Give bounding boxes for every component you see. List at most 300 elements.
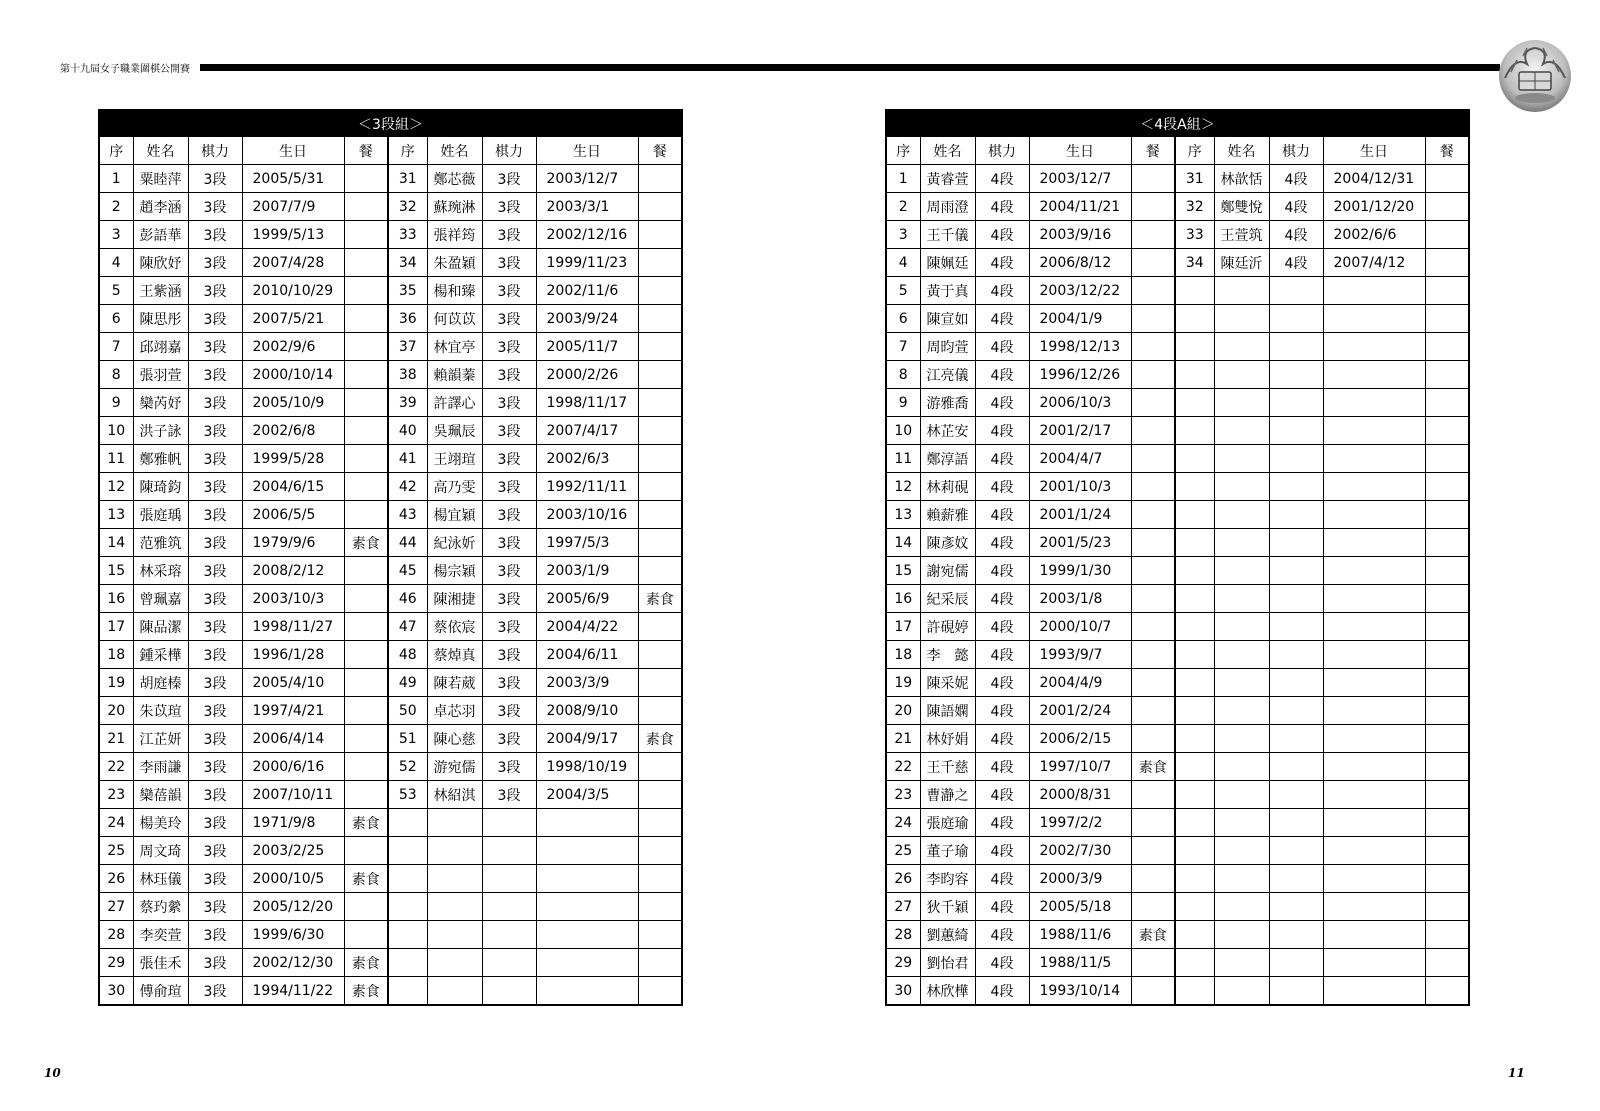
- cell-meal: [638, 445, 682, 473]
- cell-bday: 2004/4/22: [536, 613, 638, 641]
- cell-meal: [638, 669, 682, 697]
- cell-meal: [638, 641, 682, 669]
- cell-name: 陳采妮: [920, 669, 975, 697]
- cell-name: [1214, 753, 1269, 781]
- cell-rank: [482, 921, 536, 949]
- cell-seq: 19: [99, 669, 133, 697]
- cell-meal: [1131, 361, 1175, 389]
- cell-seq: 15: [99, 557, 133, 585]
- cell-rank: [1269, 865, 1323, 893]
- cell-bday: 2006/4/14: [242, 725, 344, 753]
- cell-name: 李雨謙: [133, 753, 188, 781]
- cell-bday: 2000/8/31: [1029, 781, 1131, 809]
- column-header-seq: 序: [1175, 137, 1214, 165]
- cell-seq: 5: [99, 277, 133, 305]
- cell-bday: [536, 809, 638, 837]
- cell-seq: 34: [1175, 249, 1214, 277]
- cell-seq: [1175, 697, 1214, 725]
- cell-seq: 14: [99, 529, 133, 557]
- column-header-meal: 餐: [1131, 137, 1175, 165]
- cell-meal: [1425, 977, 1469, 1006]
- cell-rank: 4段: [975, 753, 1029, 781]
- cell-name: 陳心慈: [427, 725, 482, 753]
- cell-rank: [1269, 473, 1323, 501]
- cell-seq: 7: [99, 333, 133, 361]
- cell-meal: [344, 613, 388, 641]
- cell-rank: 3段: [482, 781, 536, 809]
- cell-rank: 3段: [188, 473, 242, 501]
- cell-name: 張羽萱: [133, 361, 188, 389]
- cell-meal: [638, 893, 682, 921]
- table-row: [99, 501, 682, 529]
- cell-seq: 53: [388, 781, 427, 809]
- cell-bday: 1971/9/8: [242, 809, 344, 837]
- cell-name: 林芷安: [920, 417, 975, 445]
- cell-meal: [638, 921, 682, 949]
- cell-name: 鄭雅帆: [133, 445, 188, 473]
- cell-meal: [344, 417, 388, 445]
- cell-rank: 4段: [975, 893, 1029, 921]
- cell-bday: 2004/3/5: [536, 781, 638, 809]
- cell-rank: [482, 837, 536, 865]
- cell-bday: 2000/10/7: [1029, 613, 1131, 641]
- cell-rank: 3段: [188, 697, 242, 725]
- page-number-right: 11: [1508, 1066, 1525, 1080]
- cell-bday: 2003/12/22: [1029, 277, 1131, 305]
- cell-meal: [344, 333, 388, 361]
- table-row: [886, 389, 1469, 417]
- cell-rank: 3段: [482, 501, 536, 529]
- cell-bday: 1998/10/19: [536, 753, 638, 781]
- cell-name: 許譯心: [427, 389, 482, 417]
- cell-bday: [1323, 613, 1425, 641]
- cell-seq: [1175, 361, 1214, 389]
- cell-rank: [1269, 417, 1323, 445]
- column-header-rank: 棋力: [1269, 137, 1323, 165]
- cell-rank: 3段: [482, 669, 536, 697]
- cell-bday: 2003/10/16: [536, 501, 638, 529]
- header-rule: [200, 64, 1500, 71]
- cell-rank: [1269, 781, 1323, 809]
- cell-meal: [638, 221, 682, 249]
- cell-bday: 2007/5/21: [242, 305, 344, 333]
- cell-meal: [638, 277, 682, 305]
- cell-bday: 2000/3/9: [1029, 865, 1131, 893]
- cell-rank: 4段: [975, 361, 1029, 389]
- cell-meal: [1425, 557, 1469, 585]
- cell-name: 周文琦: [133, 837, 188, 865]
- cell-meal: [638, 949, 682, 977]
- cell-meal: [638, 389, 682, 417]
- cell-rank: 4段: [975, 445, 1029, 473]
- cell-seq: 13: [99, 501, 133, 529]
- table-row: [99, 221, 682, 249]
- cell-seq: 31: [388, 165, 427, 193]
- cell-seq: 4: [99, 249, 133, 277]
- cell-bday: 2007/4/17: [536, 417, 638, 445]
- cell-name: 謝宛儒: [920, 557, 975, 585]
- cell-rank: [1269, 753, 1323, 781]
- cell-seq: 8: [886, 361, 920, 389]
- cell-name: [1214, 613, 1269, 641]
- cell-meal: [638, 501, 682, 529]
- cell-seq: 29: [99, 949, 133, 977]
- cell-meal: [638, 557, 682, 585]
- cell-bday: 2004/1/9: [1029, 305, 1131, 333]
- cell-seq: 37: [388, 333, 427, 361]
- cell-name: [1214, 389, 1269, 417]
- cell-meal: [1131, 697, 1175, 725]
- cell-rank: 3段: [188, 613, 242, 641]
- table-row: [99, 305, 682, 333]
- column-header-meal: 餐: [344, 137, 388, 165]
- cell-name: 紀泳妡: [427, 529, 482, 557]
- cell-seq: 11: [99, 445, 133, 473]
- cell-meal: [1131, 417, 1175, 445]
- cell-rank: 4段: [975, 165, 1029, 193]
- cell-rank: 3段: [482, 249, 536, 277]
- cell-meal: [344, 389, 388, 417]
- cell-name: 劉蕙綺: [920, 921, 975, 949]
- cell-meal: [638, 613, 682, 641]
- cell-name: [1214, 921, 1269, 949]
- cell-name: 李 懿: [920, 641, 975, 669]
- cell-meal: [1131, 249, 1175, 277]
- cell-rank: 3段: [482, 753, 536, 781]
- cell-bday: 2003/1/9: [536, 557, 638, 585]
- cell-bday: 2007/4/12: [1323, 249, 1425, 277]
- cell-rank: 3段: [482, 641, 536, 669]
- cell-name: 賴薪雅: [920, 501, 975, 529]
- cell-rank: 4段: [975, 277, 1029, 305]
- cell-bday: 2001/1/24: [1029, 501, 1131, 529]
- table-row: [99, 837, 682, 865]
- table-row: [99, 893, 682, 921]
- cell-bday: 2005/11/7: [536, 333, 638, 361]
- cell-name: 陳思彤: [133, 305, 188, 333]
- cell-bday: 1998/11/17: [536, 389, 638, 417]
- cell-meal: [1425, 865, 1469, 893]
- cell-name: 陳若葳: [427, 669, 482, 697]
- cell-rank: 3段: [482, 557, 536, 585]
- cell-meal: [638, 193, 682, 221]
- cell-name: 欒蓓韻: [133, 781, 188, 809]
- cell-rank: [1269, 641, 1323, 669]
- cell-bday: [1323, 361, 1425, 389]
- cell-bday: [1323, 333, 1425, 361]
- cell-name: 張祥筠: [427, 221, 482, 249]
- cell-name: 卓芯羽: [427, 697, 482, 725]
- table-row: [99, 585, 682, 613]
- cell-rank: 3段: [482, 725, 536, 753]
- cell-rank: [1269, 725, 1323, 753]
- column-header-bday: 生日: [1323, 137, 1425, 165]
- cell-meal: [344, 753, 388, 781]
- table-row: [99, 921, 682, 949]
- cell-meal: [1131, 445, 1175, 473]
- cell-bday: [1323, 557, 1425, 585]
- cell-name: 紀采辰: [920, 585, 975, 613]
- cell-meal: [1131, 501, 1175, 529]
- cell-name: 李奕萱: [133, 921, 188, 949]
- table-row: [99, 781, 682, 809]
- cell-seq: [1175, 305, 1214, 333]
- cell-meal: [344, 781, 388, 809]
- cell-meal: [1131, 193, 1175, 221]
- cell-rank: [1269, 585, 1323, 613]
- table-row: [886, 753, 1469, 781]
- cell-name: 傅俞瑄: [133, 977, 188, 1006]
- cell-seq: 26: [99, 865, 133, 893]
- cell-name: [1214, 277, 1269, 305]
- table-row: [886, 417, 1469, 445]
- column-header-seq: 序: [388, 137, 427, 165]
- cell-meal: [344, 921, 388, 949]
- cell-meal: [1425, 305, 1469, 333]
- cell-bday: [1323, 445, 1425, 473]
- cell-bday: 2002/12/30: [242, 949, 344, 977]
- cell-name: 楊宗穎: [427, 557, 482, 585]
- cell-rank: [482, 809, 536, 837]
- cell-name: 林珏儀: [133, 865, 188, 893]
- header-title: 第十九屆女子職業圍棋公開賽: [60, 64, 190, 75]
- cell-bday: 2002/12/16: [536, 221, 638, 249]
- cell-bday: 1999/5/13: [242, 221, 344, 249]
- cell-name: 游宛儒: [427, 753, 482, 781]
- table-row: [99, 361, 682, 389]
- cell-meal: [1131, 669, 1175, 697]
- cell-name: 曹瀞之: [920, 781, 975, 809]
- cell-meal: [1131, 333, 1175, 361]
- cell-bday: 2005/5/31: [242, 165, 344, 193]
- cell-bday: 2010/10/29: [242, 277, 344, 305]
- cell-seq: [388, 949, 427, 977]
- cell-rank: 3段: [188, 529, 242, 557]
- cell-name: 陳姵廷: [920, 249, 975, 277]
- page-number-left: 10: [44, 1066, 61, 1080]
- cell-seq: 10: [886, 417, 920, 445]
- cell-bday: 1998/12/13: [1029, 333, 1131, 361]
- table-row: [99, 249, 682, 277]
- cell-rank: [1269, 389, 1323, 417]
- cell-name: 楊宜穎: [427, 501, 482, 529]
- cell-bday: 2002/6/8: [242, 417, 344, 445]
- cell-seq: 20: [99, 697, 133, 725]
- group-title: ＜4段A組＞: [886, 110, 1469, 137]
- cell-meal: [638, 977, 682, 1006]
- table-row: [886, 725, 1469, 753]
- cell-seq: 6: [886, 305, 920, 333]
- cell-seq: [1175, 529, 1214, 557]
- cell-meal: 素食: [344, 949, 388, 977]
- cell-rank: 4段: [975, 641, 1029, 669]
- cell-rank: 3段: [188, 585, 242, 613]
- cell-name: [1214, 809, 1269, 837]
- cell-rank: 3段: [188, 641, 242, 669]
- cell-bday: 2008/9/10: [536, 697, 638, 725]
- cell-seq: 12: [99, 473, 133, 501]
- cell-name: 鄭雙悅: [1214, 193, 1269, 221]
- cell-name: 王千儀: [920, 221, 975, 249]
- cell-seq: [388, 921, 427, 949]
- cell-bday: 2008/2/12: [242, 557, 344, 585]
- cell-meal: [1425, 837, 1469, 865]
- cell-bday: 2004/4/7: [1029, 445, 1131, 473]
- cell-name: [427, 977, 482, 1006]
- cell-meal: [344, 669, 388, 697]
- cell-rank: 3段: [482, 333, 536, 361]
- cell-seq: 19: [886, 669, 920, 697]
- cell-name: 江芷妍: [133, 725, 188, 753]
- cell-bday: 1996/12/26: [1029, 361, 1131, 389]
- cell-meal: [1425, 445, 1469, 473]
- cell-name: 王萱筑: [1214, 221, 1269, 249]
- cell-rank: [1269, 501, 1323, 529]
- cell-meal: [1425, 165, 1469, 193]
- table-row: [886, 221, 1469, 249]
- cell-meal: [1425, 417, 1469, 445]
- cell-seq: [1175, 893, 1214, 921]
- table-row: [886, 473, 1469, 501]
- cell-bday: [1323, 277, 1425, 305]
- cell-bday: 1993/10/14: [1029, 977, 1131, 1006]
- cell-seq: 5: [886, 277, 920, 305]
- cell-name: [1214, 977, 1269, 1006]
- cell-seq: [388, 893, 427, 921]
- cell-bday: 2004/9/17: [536, 725, 638, 753]
- table-row: [99, 949, 682, 977]
- cell-meal: [1425, 389, 1469, 417]
- cell-bday: 1979/9/6: [242, 529, 344, 557]
- cell-bday: [1323, 697, 1425, 725]
- cell-rank: [1269, 809, 1323, 837]
- cell-name: [427, 809, 482, 837]
- cell-bday: [536, 837, 638, 865]
- cell-seq: 49: [388, 669, 427, 697]
- cell-meal: [1425, 809, 1469, 837]
- cell-bday: 1999/6/30: [242, 921, 344, 949]
- cell-rank: 3段: [188, 949, 242, 977]
- cell-rank: 3段: [482, 417, 536, 445]
- cell-bday: [1323, 893, 1425, 921]
- column-header-row: [99, 137, 682, 165]
- cell-rank: 4段: [1269, 165, 1323, 193]
- cell-seq: [1175, 277, 1214, 305]
- cell-meal: [1425, 893, 1469, 921]
- table-row: [886, 557, 1469, 585]
- cell-name: 游雅喬: [920, 389, 975, 417]
- cell-rank: 3段: [188, 361, 242, 389]
- table-row: [886, 865, 1469, 893]
- cell-seq: [1175, 641, 1214, 669]
- table-row: [886, 669, 1469, 697]
- cell-seq: [388, 977, 427, 1006]
- cell-meal: [1425, 669, 1469, 697]
- cell-name: 洪子詠: [133, 417, 188, 445]
- cell-bday: 2004/6/15: [242, 473, 344, 501]
- cell-bday: [1323, 753, 1425, 781]
- cell-seq: 44: [388, 529, 427, 557]
- cell-meal: [1425, 361, 1469, 389]
- cell-seq: [1175, 417, 1214, 445]
- table-row: [886, 949, 1469, 977]
- cell-seq: [1175, 585, 1214, 613]
- cell-name: 周雨澄: [920, 193, 975, 221]
- table-row: [886, 501, 1469, 529]
- cell-rank: 3段: [188, 249, 242, 277]
- table-row: [99, 333, 682, 361]
- cell-name: 邱翊嘉: [133, 333, 188, 361]
- cell-rank: 3段: [482, 389, 536, 417]
- cell-name: [1214, 837, 1269, 865]
- cell-rank: 3段: [482, 529, 536, 557]
- cell-bday: 2000/6/16: [242, 753, 344, 781]
- cell-meal: [1131, 837, 1175, 865]
- table-row: [886, 445, 1469, 473]
- column-header-name: 姓名: [920, 137, 975, 165]
- cell-seq: 13: [886, 501, 920, 529]
- cell-name: 鍾采樺: [133, 641, 188, 669]
- cell-name: 蔡焯真: [427, 641, 482, 669]
- cell-rank: 4段: [975, 249, 1029, 277]
- cell-seq: 22: [886, 753, 920, 781]
- cell-seq: 8: [99, 361, 133, 389]
- cell-seq: 24: [99, 809, 133, 837]
- table-row: [886, 837, 1469, 865]
- cell-meal: [638, 781, 682, 809]
- cell-rank: 4段: [975, 389, 1029, 417]
- cell-bday: 2005/10/9: [242, 389, 344, 417]
- cell-bday: 1994/11/22: [242, 977, 344, 1006]
- cell-rank: 3段: [188, 333, 242, 361]
- cell-bday: 2002/6/6: [1323, 221, 1425, 249]
- cell-seq: [1175, 865, 1214, 893]
- cell-rank: [1269, 977, 1323, 1006]
- cell-name: 鄭芯薇: [427, 165, 482, 193]
- cell-seq: 17: [99, 613, 133, 641]
- cell-bday: [536, 949, 638, 977]
- column-header-rank: 棋力: [482, 137, 536, 165]
- cell-bday: [536, 865, 638, 893]
- cell-meal: [1131, 221, 1175, 249]
- cell-rank: 4段: [975, 809, 1029, 837]
- cell-bday: 2001/10/3: [1029, 473, 1131, 501]
- cell-meal: [1425, 725, 1469, 753]
- cell-seq: 16: [99, 585, 133, 613]
- cell-name: [1214, 305, 1269, 333]
- table-row: [99, 389, 682, 417]
- table-row: [886, 165, 1469, 193]
- cell-bday: [536, 893, 638, 921]
- cell-meal: [1425, 277, 1469, 305]
- cell-seq: 33: [388, 221, 427, 249]
- cell-seq: 2: [886, 193, 920, 221]
- cell-bday: 2004/4/9: [1029, 669, 1131, 697]
- cell-meal: [1425, 529, 1469, 557]
- cell-meal: [1425, 921, 1469, 949]
- cell-bday: 2003/9/24: [536, 305, 638, 333]
- table-row: [886, 697, 1469, 725]
- cell-meal: [638, 753, 682, 781]
- cell-name: 粟睦萍: [133, 165, 188, 193]
- cell-meal: [1425, 221, 1469, 249]
- cell-name: [1214, 697, 1269, 725]
- cell-seq: 32: [388, 193, 427, 221]
- cell-name: 吳珮辰: [427, 417, 482, 445]
- cell-name: [1214, 585, 1269, 613]
- cell-rank: 3段: [482, 221, 536, 249]
- cell-meal: [1425, 249, 1469, 277]
